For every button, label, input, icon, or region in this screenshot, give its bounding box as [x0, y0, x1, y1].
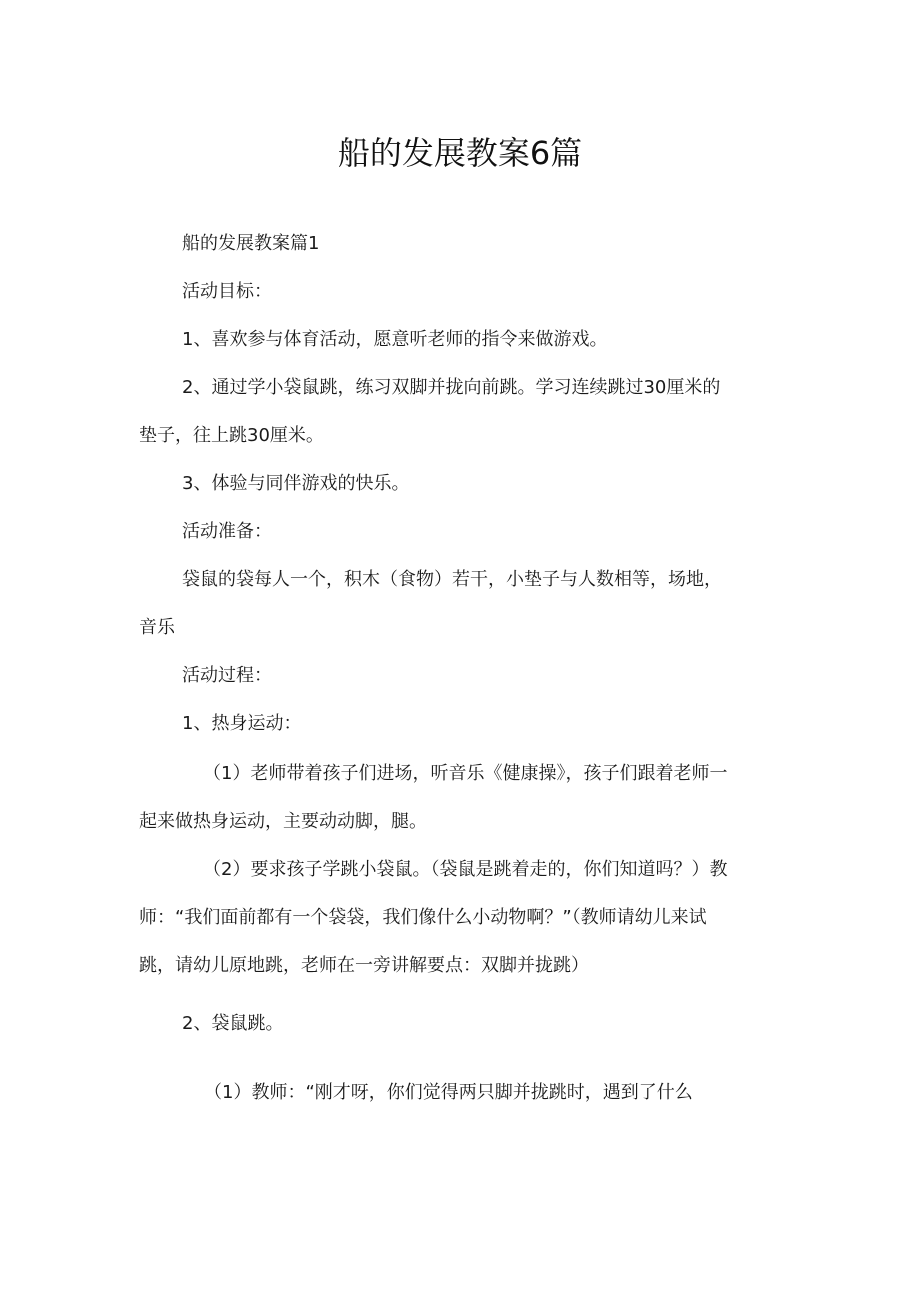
section-heading: 船的发展教案篇1 — [182, 233, 320, 254]
paragraph-line: 起来做热身运动，主要动动脚，腿。 — [139, 811, 427, 832]
paragraph-line: 活动准备： — [182, 521, 272, 542]
paragraph-line: 1、喜欢参与体育活动，愿意听老师的指令来做游戏。 — [182, 329, 608, 350]
paragraph-line: 音乐 — [139, 617, 175, 638]
paragraph-line: 2、袋鼠跳。 — [182, 1013, 284, 1034]
paragraph-line: （1）老师带着孩子们进场，听音乐《健康操》，孩子们跟着老师一 — [203, 763, 728, 784]
paragraph-line: 2、通过学小袋鼠跳，练习双脚并拢向前跳。学习连续跳过30厘米的 — [182, 377, 721, 398]
paragraph-line: （1）教师：“刚才呀，你们觉得两只脚并拢跳时，遇到了什么 — [204, 1082, 693, 1103]
paragraph-line: 师：“我们面前都有一个袋袋，我们像什么小动物啊？”（教师请幼儿来试 — [139, 907, 707, 928]
paragraph-line: 活动过程： — [182, 665, 272, 686]
paragraph-line: 1、热身运动： — [182, 713, 302, 734]
document-title: 船的发展教案6篇 — [337, 134, 583, 172]
paragraph-line: 活动目标： — [182, 281, 272, 302]
paragraph-line: 跳，请幼儿原地跳，老师在一旁讲解要点：双脚并拢跳） — [139, 955, 589, 976]
paragraph-line: （2）要求孩子学跳小袋鼠。（袋鼠是跳着走的，你们知道吗？）教 — [203, 859, 728, 880]
paragraph-line: 3、体验与同伴游戏的快乐。 — [182, 473, 410, 494]
paragraph-line: 袋鼠的袋每人一个，积木（食物）若干，小垫子与人数相等，场地， — [182, 569, 722, 590]
paragraph-line: 垫子，往上跳30厘米。 — [139, 425, 324, 446]
